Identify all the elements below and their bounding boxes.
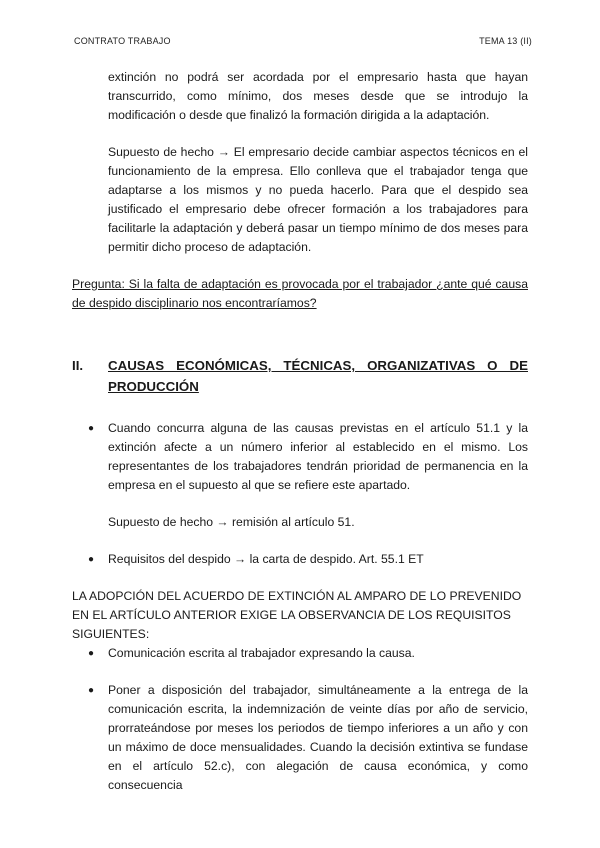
list-item <box>72 644 528 663</box>
section-heading <box>72 355 528 397</box>
bullet-icon: ● <box>88 554 95 565</box>
list-item <box>72 419 528 495</box>
list-item <box>72 681 528 795</box>
running-header-right: TEMA 13 (II) <box>479 36 532 46</box>
caps-paragraph: LA ADOPCIÓN DEL ACUERDO DE EXTINCIÓN AL AMPARO DE LO PREVENIDO EN EL ARTÍCULO ANTERIOR EXIGE LA OBSERVANCIA DE LOS REQUISITOS SIGUIENTES: <box>72 589 522 641</box>
paragraph-extincion: extinción no podrá ser acordada por el empresario hasta que hayan transcurrido, como mínimo, dos meses desde que se introdujo la modificación o desde que finalizó la formación dirigida a la adaptación. <box>108 70 528 122</box>
list-item-text: Poner a disposición del trabajador, simultáneamente a la entrega de la comunicación escrita, la indemnización de veinte días por año de servicio, prorrateándose por meses los periodos de tiempo inferiores a un año y con un máximo de doce mensualidades. Cuando la decisión extintiva se fundase en el artículo 52.c), con alegación de causa económica, y como consecuencia <box>108 683 528 792</box>
question-paragraph: Pregunta: Si la falta de adaptación es provocada por el trabajador ¿ante qué causa de despido disciplinario nos encontraríamos? <box>72 277 528 310</box>
bullet-icon: ● <box>88 423 95 434</box>
note-supuesto-de-hecho: Supuesto de hecho → remisión al artículo 51. <box>108 515 355 529</box>
paragraph-supuesto-de-hecho: Supuesto de hecho → El empresario decide cambiar aspectos técnicos en el funcionamiento de la empresa. Ello conlleva que el trabajador tenga que adaptarse a los mismos y no pueda hacerlo. Para que el despido sea justificado el empresario debe ofrecer formación a los trabajadores para facilitarle la adaptación y deberá pasar un tiempo mínimo de dos meses para permitir dicho proceso de adaptación. <box>108 145 528 254</box>
list-item-text: Requisitos del despido → la carta de despido. Art. 55.1 ET <box>108 552 424 566</box>
list-item-text: Comunicación escrita al trabajador expresando la causa. <box>108 646 415 660</box>
list-item <box>72 550 528 569</box>
page-body <box>72 68 528 795</box>
bullet-icon: ● <box>88 648 95 659</box>
running-header-left: CONTRATO TRABAJO <box>74 36 171 46</box>
list-item-text: Cuando concurra alguna de las causas previstas en el artículo 51.1 y la extinción afecte a un número inferior al establecido en el mismo. Los representantes de los trabajadores tendrán prioridad de permanencia en la empresa en el supuesto al que se refiere este apartado. <box>108 421 528 492</box>
section-title: CAUSAS ECONÓMICAS, TÉCNICAS, ORGANIZATIVAS O DE PRODUCCIÓN <box>108 358 528 394</box>
section-number: II. <box>72 358 84 373</box>
bullet-icon: ● <box>88 685 95 696</box>
